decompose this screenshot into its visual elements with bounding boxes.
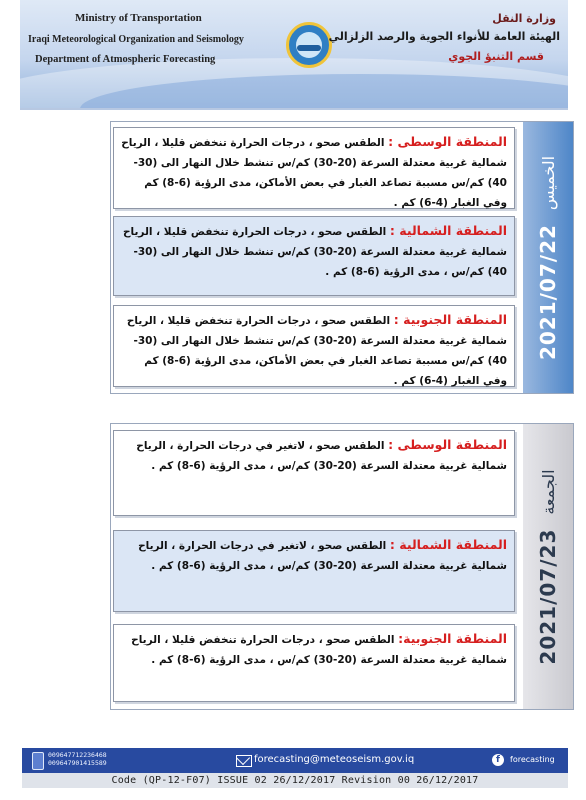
header-banner (20, 0, 568, 110)
phone-number: 009647901415589 (48, 759, 107, 767)
forecast-date: 2021/07/22 (536, 223, 560, 360)
region-card-north (113, 530, 515, 612)
region-card-south (113, 305, 515, 387)
organization-title-ar: الهيئة العامة للأنواء الجوية والرصد الزلزالي (328, 30, 560, 43)
forecast-text: الطقس صحو ، درجات الحرارة تنخفض قليلا ، الرياح شمالية غربية معتدلة السرعة (20-30) كم/س تنشط خلال النهار الى (30-40) كم/س مسببة تصاعد الغبار في بعض الأماكن، مدى الرؤية (6-8) كم وفي الغبار (4-6) كم . (126, 315, 507, 387)
footer (22, 748, 568, 788)
facebook-handle[interactable]: forecasting (510, 755, 555, 764)
forecast-text: الطقس صحو ، درجات الحرارة تنخفض قليلا ، الرياح شمالية غربية معتدلة السرعة (20-30) كم/س تنشط خلال النهار الى (30-40) كم/س ، مدى الرؤية (6-8) كم . (122, 226, 507, 278)
phone-icon (32, 752, 44, 770)
day-name: الجمعة (538, 468, 558, 515)
forecast-text: الطقس صحو ، درجات الحرارة تنخفض قليلا ، الرياح شمالية غربية معتدلة السرعة (20-30) كم/س تنشط خلال النهار الى (30-40) كم/س مسببة تصاعد الغبار في بعض الأماكن، مدى الرؤية (6-8) كم وفي الغبار (4-6) كم . (121, 137, 507, 209)
forecast-text: الطقس صحو ، لاتغير في درجات الحرارة ، الرياح شمالية غربية معتدلة السرعة (20-30) كم/س ، مدى الرؤية (6-8) كم . (138, 540, 507, 572)
forecast-day-2 (110, 423, 574, 710)
logo-wave (297, 45, 321, 51)
region-name: المنطقة الوسطى : (388, 437, 507, 452)
phone-numbers (48, 751, 107, 767)
contact-email[interactable]: forecasting@meteoseism.gov.iq (254, 754, 415, 765)
organization-title-en: Iraqi Meteorological Organization and Seismology (28, 34, 244, 45)
ministry-title-en: Ministry of Transportation (75, 12, 202, 24)
date-band (523, 122, 573, 393)
forecast-text: الطقس صحو ، لاتغير في درجات الحرارة ، الرياح شمالية غربية معتدلة السرعة (20-30) كم/س ، مدى الرؤية (6-8) كم . (136, 440, 507, 472)
department-title-en: Department of Atmospheric Forecasting (35, 54, 216, 65)
department-title-ar: قسم التنبؤ الجوي (448, 50, 544, 63)
contact-bar (22, 748, 568, 773)
document-code: Code (QP-12-F07) ISSUE 02 26/12/2017 Revision 00 26/12/2017 (22, 773, 568, 788)
facebook-icon[interactable]: f (492, 754, 504, 766)
forecast-day-1 (110, 121, 574, 394)
region-name: المنطقة الوسطى : (388, 134, 507, 149)
forecast-date: 2021/07/23 (536, 528, 560, 665)
region-name: المنطقة الجنوبية: (398, 631, 507, 646)
region-card-south (113, 624, 515, 702)
ministry-title-ar: وزارة النقل (492, 12, 556, 25)
region-card-central (113, 127, 515, 209)
region-name: المنطقة الشمالية : (389, 537, 507, 552)
phone-number: 009647712236468 (48, 751, 107, 759)
region-card-north (113, 216, 515, 296)
region-name: المنطقة الشمالية : (389, 223, 507, 238)
organization-logo (286, 22, 332, 68)
day-name: الخميس (538, 155, 558, 210)
date-band (523, 424, 573, 709)
mail-icon (236, 755, 252, 767)
forecast-text: الطقس صحو ، درجات الحرارة تنخفض قليلا ، الرياح شمالية غربية معتدلة السرعة (20-30) كم/س ، مدى الرؤية (6-8) كم . (131, 634, 507, 666)
region-name: المنطقة الجنوبية : (393, 312, 507, 327)
region-card-central (113, 430, 515, 516)
